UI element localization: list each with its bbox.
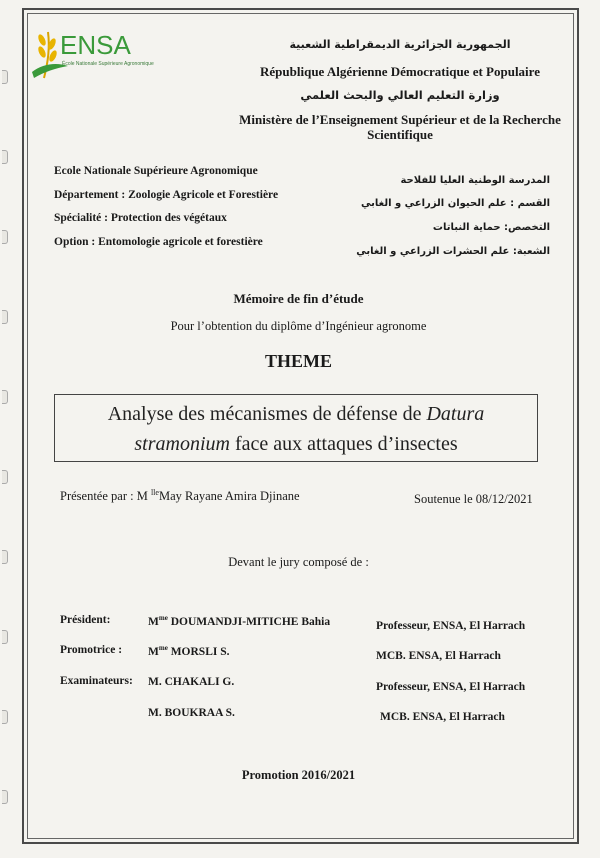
binder-holes bbox=[0, 0, 10, 858]
jury-name-examinateur-2: M. BOUKRAA S. bbox=[148, 707, 235, 719]
theme-line1-text: Analyse des mécanismes de défense de bbox=[107, 403, 427, 425]
school-name-fr: Ecole Nationale Supérieure Agronomique bbox=[54, 165, 258, 177]
promotion: Promotion 2016/2021 bbox=[241, 768, 356, 782]
theme-title bbox=[55, 399, 537, 459]
memoire-title: Mémoire de fin d’étude bbox=[233, 291, 364, 306]
jury-name-promotrice: $M^{me}$ MORSLI S. bbox=[148, 644, 230, 658]
school-name-ar: المدرسة الوطنية العليا للفلاحة bbox=[400, 175, 550, 186]
ensa-logo bbox=[30, 28, 154, 82]
student-name: May Rayane Amira Djinane bbox=[158, 489, 300, 504]
theme-line2-text: face aux attaques d’insectes bbox=[229, 433, 458, 455]
jury-name-president: $M^{me}$ DOUMANDJI-MITICHE Bahia bbox=[148, 614, 331, 628]
jury-affiliation-examinateur-2: MCB. ENSA, El Harrach bbox=[380, 711, 505, 723]
logo-text: ENSA bbox=[60, 30, 131, 60]
jury-affiliation-promotrice: MCB. ENSA, El Harrach bbox=[376, 650, 501, 662]
theme-box bbox=[54, 394, 538, 462]
speciality-fr: Spécialité : Protection des végétaux bbox=[54, 212, 227, 224]
presented-sup: lle bbox=[150, 488, 159, 497]
jury-affiliation-examinateur-1: Professeur, ENSA, El Harrach bbox=[376, 681, 526, 693]
theme-label: THEME bbox=[264, 351, 332, 371]
option-ar: الشعبة: علم الحشرات الزراعي و الغابي bbox=[356, 246, 550, 257]
jury-role-examinateurs: Examinateurs: bbox=[60, 675, 133, 687]
ministry-line1: Ministère de l’Enseignement Supérieur et de la Recherche bbox=[239, 112, 561, 127]
ministry-line2: Scientifique bbox=[367, 127, 433, 142]
theme-line1-italic: Datura bbox=[426, 403, 485, 425]
department-ar: القسم : علم الحيوان الزراعي و الغابي bbox=[361, 198, 550, 209]
defense-date: Soutenue le 08/12/2021 bbox=[414, 492, 533, 506]
presented-by bbox=[60, 488, 300, 504]
presented-label: Présentée par : M bbox=[60, 489, 151, 504]
arabic-republic: الجمهورية الجزائرية الديمقراطية الشعبية bbox=[289, 38, 511, 51]
memoire-subtitle: Pour l’obtention du diplôme d’Ingénieur agronome bbox=[170, 319, 427, 333]
jury-intro: Devant le jury composé de : bbox=[228, 555, 369, 569]
jury-affiliation-president: Professeur, ENSA, El Harrach bbox=[376, 620, 526, 632]
jury-role-president: Président: bbox=[60, 614, 111, 626]
option-fr: Option : Entomologie agricole et forestière bbox=[54, 236, 263, 248]
theme-line2-italic: stramonium bbox=[134, 433, 230, 455]
speciality-ar: التخصص: حماية النباتات bbox=[432, 222, 550, 233]
jury-name-examinateur-1: M. CHAKALI G. bbox=[148, 676, 235, 688]
arabic-ministry: وزارة التعليم العالي والبحث العلمي bbox=[300, 88, 500, 102]
department-fr: Département : Zoologie Agricole et Forestière bbox=[54, 189, 279, 201]
jury-role-promotrice: Promotrice : bbox=[60, 644, 123, 656]
republic-title: République Algérienne Démocratique et Populaire bbox=[260, 64, 540, 79]
logo-subtitle: École Nationale Supérieure Agronomique bbox=[62, 61, 154, 67]
